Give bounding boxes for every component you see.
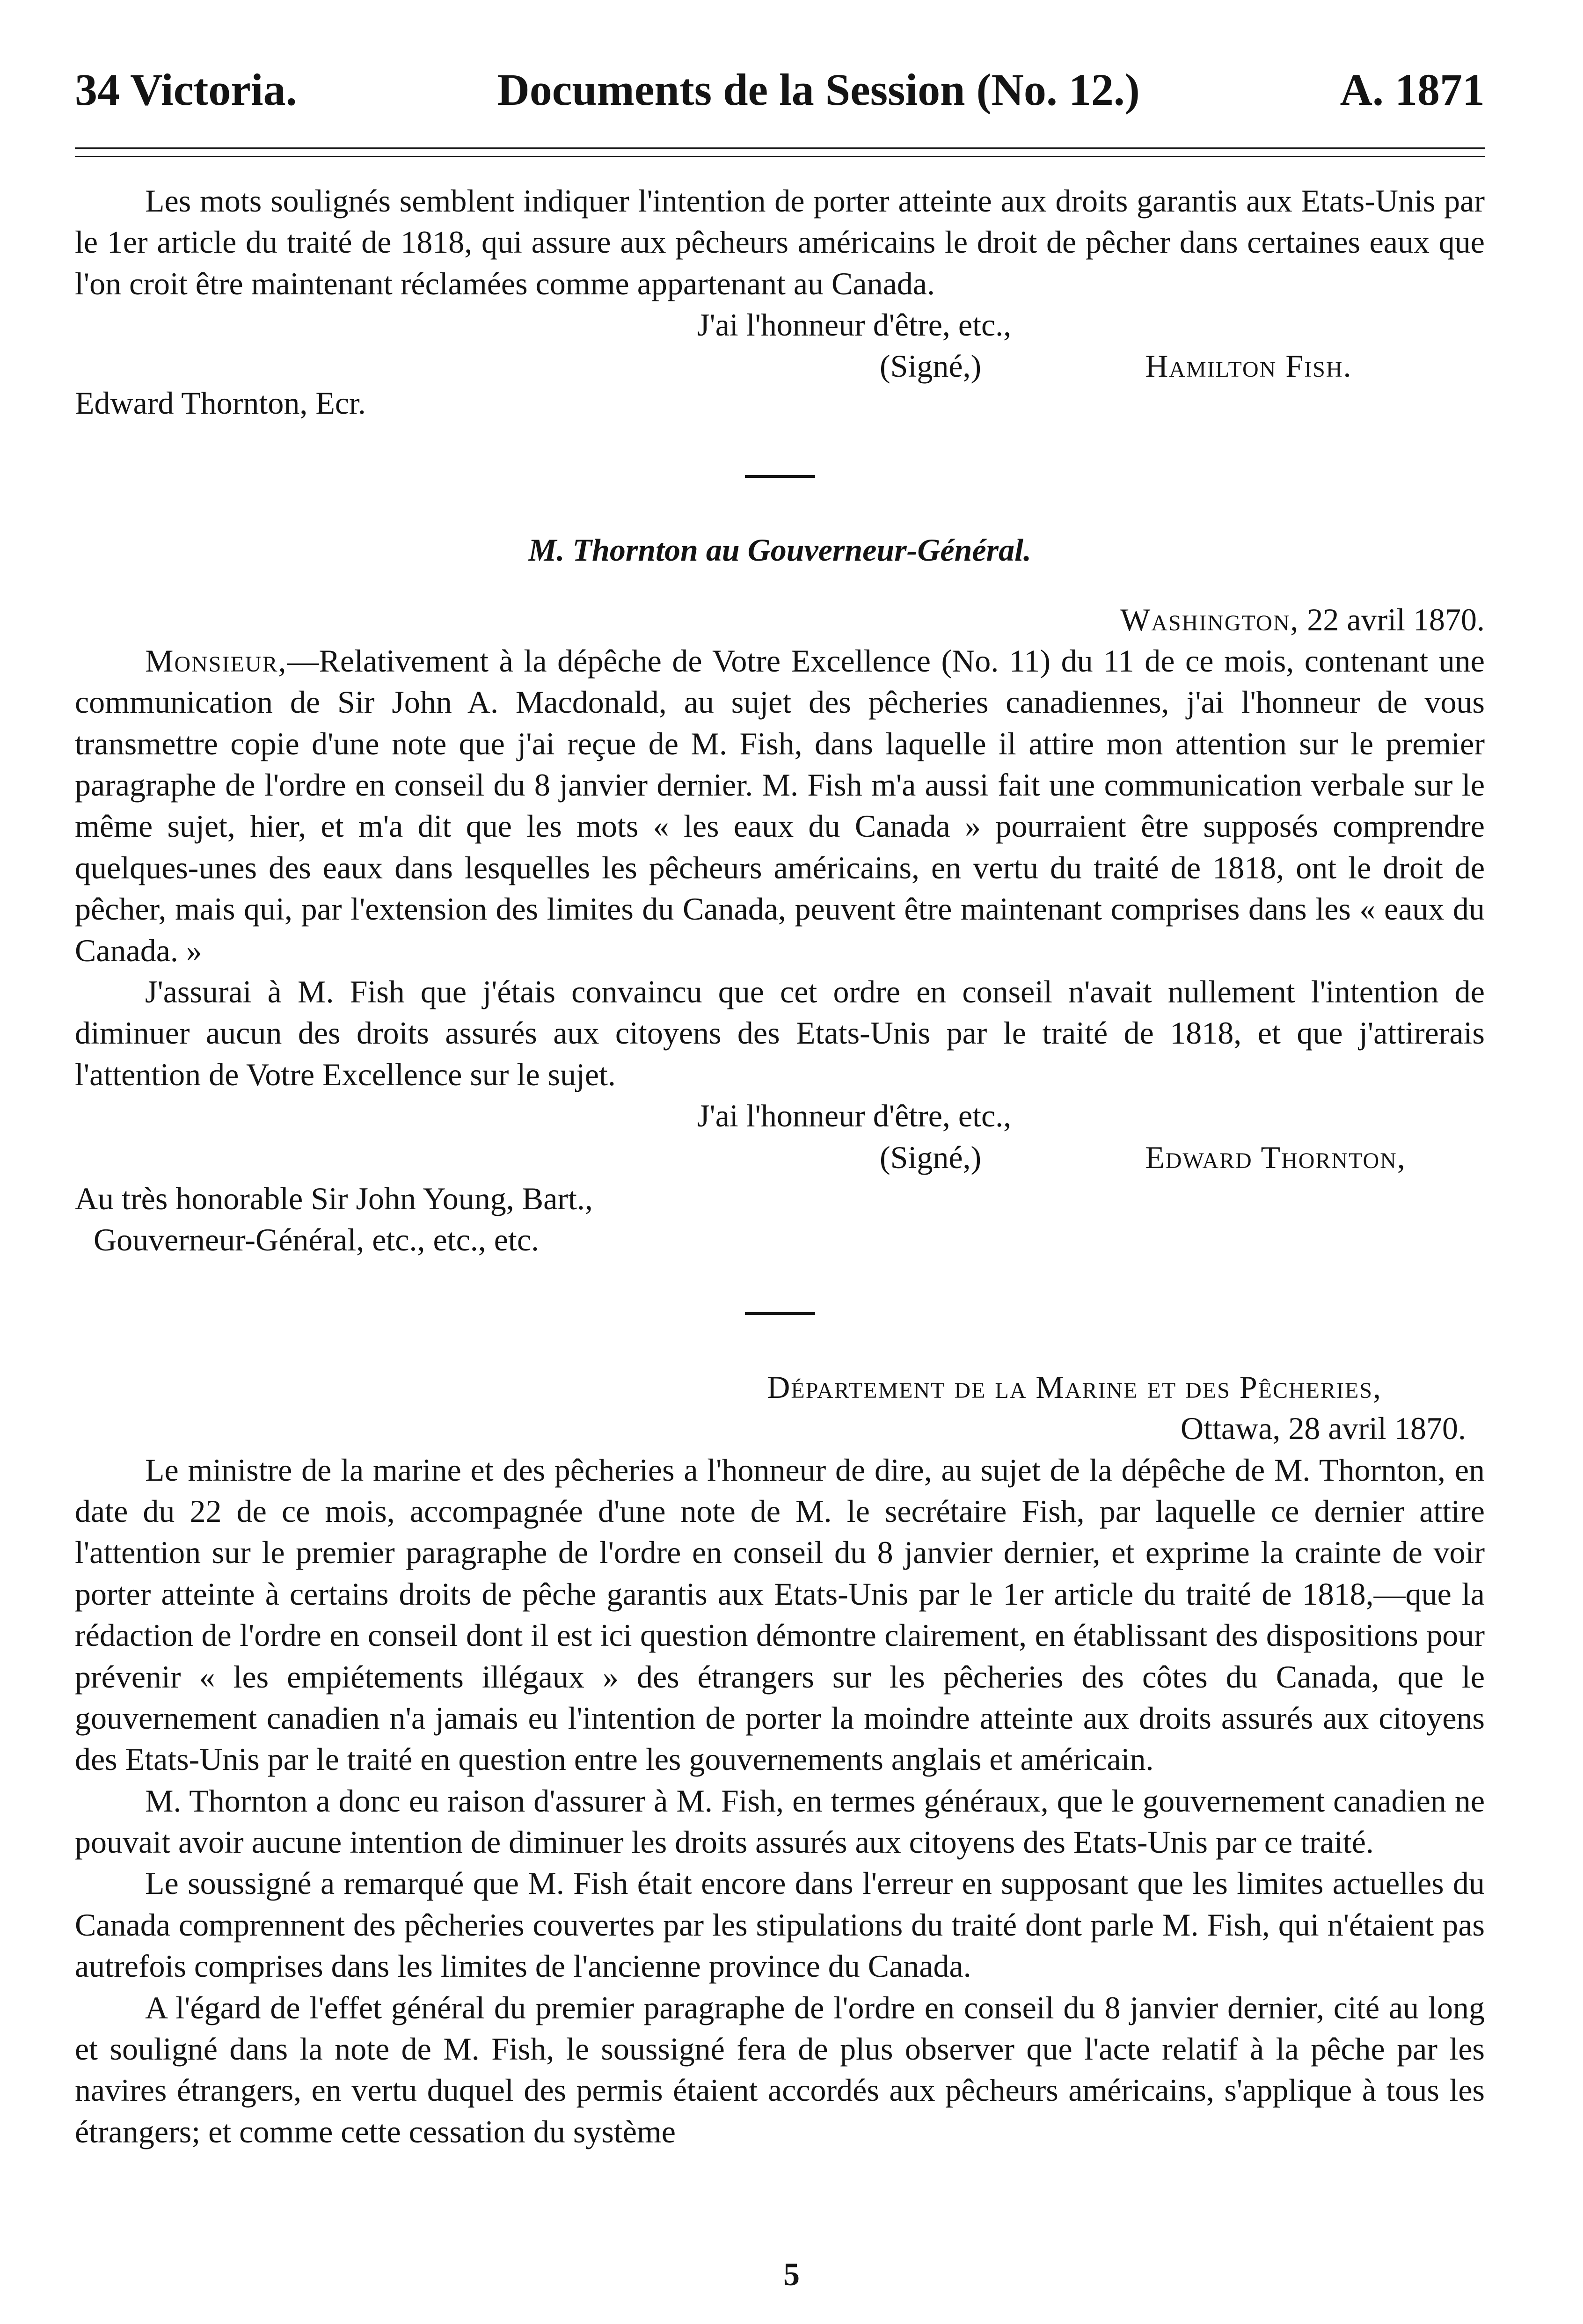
letter-thornton-address [75,1178,1485,1261]
memo-para4: A l'égard de l'effet général du premier paragraphe de l'ordre en conseil du 8 janvier dernier, cité au long et souligné dans la note de M. Fish, le soussigné fera de plus observer que l'acte relatif à la pêche par les navires étrangers, en vertu duquel des permis étaient accordés aux pêcheurs américains, s'applique à tous les étrangers; et comme cette cessation du système [75,1989,1485,2149]
memo-para3: Le soussigné a remarqué que M. Fish était encore dans l'erreur en supposant que les limites actuelles du Canada comprennent des pêcheries couvertes par les stipulations du traité dont parle M. Fish, qui n'étaient pas autrefois comprises dans les limites de l'ancienne province du Canada. [75,1865,1485,1984]
letter-fish-signature: Hamilton Fish. [1145,348,1352,384]
header-year: A. 1871 [1340,65,1485,115]
letter-thornton-address-line2: Gouverneur-Général, etc., etc., etc. [94,1222,539,1258]
letter-thornton-para2: J'assurai à M. Fish que j'étais convaincu que cet ordre en conseil n'avait nullement l'intention de diminuer aucun des droits assurés aux citoyens des Etats-Unis par le traité de 1818, et que j'attirerais l'attention de Votre Excellence sur le sujet. [75,974,1485,1092]
letter-thornton-place: Washington, [1120,601,1299,637]
letter-thornton-dateline [75,599,1485,640]
letter-thornton [75,529,1485,1261]
memo-para1: Le ministre de la marine et des pêcheries a l'honneur de dire, au sujet de la dépêche de M. Thornton, en date du 22 de ce mois, accompagnée d'une note de M. le secrétaire Fish, par laquelle ce dernier attire l'attention sur le premier paragraphe de l'ordre en conseil du 8 janvier dernier, et exprime la crainte de voir porter atteinte à certains droits de pêche garantis aux Etats-Unis par le 1er article du traité de 1818,—que la rédaction de l'ordre en conseil dont il est ici question démontre clairement, en établissant des dispositions pour prévenir « les empiétements illégaux » des étrangers sur les pêcheries des côtes du Canada, que le gouvernement canadien n'a jamais eu l'intention de porter la moindre atteinte aux droits assurés aux citoyens des Etats-Unis par le traité en question entre les gouvernements anglais et américain. [75,1452,1485,1777]
letter-thornton-para1-text: —Relativement à la dépêche de Votre Excellence (No. 11) du 11 de ce mois, contenant une communication de Sir John A. Macdonald, au sujet des pêcheries canadiennes, j'ai l'honneur de vous transmettre copie d'une note que j'ai reçue de M. Fish, dans laquelle il attire mon attention sur le premier paragraphe de l'ordre en conseil du 8 janvier dernier. M. Fish m'a aussi fait une communication verbale sur le même sujet, hier, et m'a dit que les mots « les eaux du Canada » pourraient être supposés comprendre quelques-unes des eaux dans lesquelles les pêcheurs américains, en vertu du traité de 1818, ont le droit de pêcher, mais qui, par l'extension des limites du Canada, peuvent être maintenant comprises dans les « eaux du Canada. » [75,643,1485,968]
letter-thornton-closing: J'ai l'honneur d'être, etc., [697,1098,1012,1134]
letter-thornton-signature-row [75,1137,1485,1178]
letter-fish-body: Les mots soulignés semblent indiquer l'intention de porter atteinte aux droits garantis aux Etats-Unis par le 1er article du traité de 1818, qui assure aux pêcheurs américains le droit de pêcher dans certaines eaux que l'on croit être maintenant réclamées comme appartenant au Canada. [75,183,1485,301]
memo-para2: M. Thornton a donc eu raison d'assurer à M. Fish, en termes généraux, que le gouvernement canadien ne pouvait avoir aucune intention de diminuer les droits assurés aux citoyens des Etats-Unis par ce traité. [75,1783,1485,1860]
letter-fish [75,180,1485,424]
letter-thornton-salutation: Monsieur, [145,643,287,679]
letter-thornton-date: 22 avril 1870. [1307,601,1485,637]
header-title: Documents de la Session (No. 12.) [497,65,1140,115]
header-rule [75,147,1485,157]
letter-fish-closing: J'ai l'honneur d'être, etc., [697,307,1012,343]
letter-fish-signed: (Signé,) [880,348,982,384]
letter-fish-signature-row [75,345,1485,387]
letter-thornton-signature: Edward Thornton, [1145,1139,1406,1175]
header-volume: 34 Victoria. [75,65,297,115]
page-number: 5 [783,2257,800,2293]
letter-thornton-address-line1: Au très honorable Sir John Young, Bart., [75,1181,593,1216]
letter-thornton-signed: (Signé,) [880,1139,982,1175]
memo-marine [75,1367,1485,2152]
section-divider [745,475,815,478]
memo-place-date: Ottawa, 28 avril 1870. [1181,1410,1466,1447]
section-divider [745,1312,815,1315]
letter-fish-addressee: Edward Thornton, Ecr. [75,385,366,421]
running-header [75,61,1485,119]
letter-thornton-title: M. Thornton au Gouverneur-Général. [528,532,1031,568]
letter-thornton-para1 [75,640,1485,971]
memo-department: Département de la Marine et des Pêcheries, [767,1369,1382,1405]
